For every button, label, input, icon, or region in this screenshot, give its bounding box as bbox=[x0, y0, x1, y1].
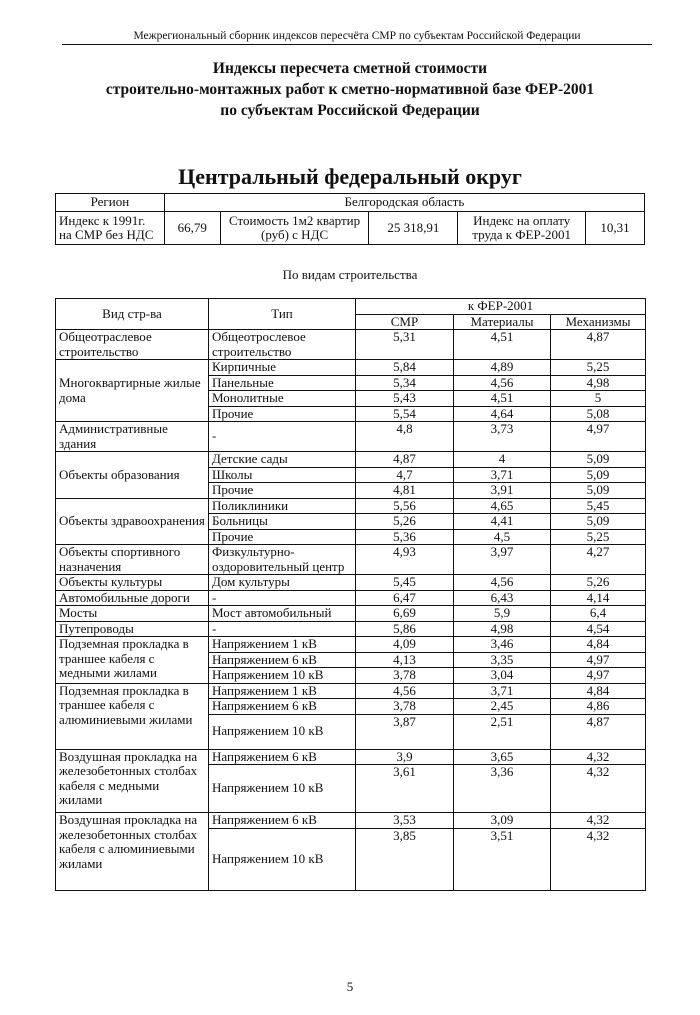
smr-cell: 4,13 bbox=[356, 652, 454, 668]
kind-cell: Воздушная прокладка на железобетонных столбах кабеля с алюминиевыми жилами bbox=[56, 813, 209, 891]
mechanisms-cell: 5,26 bbox=[551, 575, 646, 591]
materials-cell: 3,04 bbox=[454, 668, 551, 684]
type-cell: Кирпичные bbox=[209, 360, 356, 376]
indices-row bbox=[56, 212, 645, 245]
materials-cell: 4,64 bbox=[454, 406, 551, 422]
table-row bbox=[56, 813, 646, 829]
table-row bbox=[56, 498, 646, 514]
mechanisms-cell: 4,14 bbox=[551, 590, 646, 606]
smr-cell: 5,84 bbox=[356, 360, 454, 376]
mechanisms-cell: 5,09 bbox=[551, 452, 646, 468]
type-cell: Напряжением 6 кВ bbox=[209, 652, 356, 668]
kind-cell: Подземная прокладка в траншее кабеля с медными жилами bbox=[56, 637, 209, 684]
table-row bbox=[56, 575, 646, 591]
kind-cell: Подземная прокладка в траншее кабеля с алюминиевыми жилами bbox=[56, 683, 209, 749]
table-header-row bbox=[56, 299, 646, 315]
type-cell: Детские сады bbox=[209, 452, 356, 468]
mechanisms-cell: 4,84 bbox=[551, 683, 646, 699]
header-type: Тип bbox=[209, 299, 356, 330]
smr-cell: 5,45 bbox=[356, 575, 454, 591]
mechanisms-cell: 6,4 bbox=[551, 606, 646, 622]
smr-cell: 6,47 bbox=[356, 590, 454, 606]
type-cell: - bbox=[209, 621, 356, 637]
materials-cell: 5,9 bbox=[454, 606, 551, 622]
table-row bbox=[56, 545, 646, 575]
kind-cell: Общеотраслевое строительство bbox=[56, 330, 209, 360]
mechanisms-cell: 4,32 bbox=[551, 765, 646, 813]
materials-cell: 3,71 bbox=[454, 683, 551, 699]
materials-cell: 4 bbox=[454, 452, 551, 468]
smr-cell: 4,93 bbox=[356, 545, 454, 575]
document-title bbox=[50, 58, 650, 121]
region-table bbox=[55, 193, 645, 245]
materials-cell: 4,89 bbox=[454, 360, 551, 376]
mechanisms-cell: 4,27 bbox=[551, 545, 646, 575]
type-cell: Мост автомобильный bbox=[209, 606, 356, 622]
type-cell: Физкультурно-оздоровительный центр bbox=[209, 545, 356, 575]
mechanisms-cell: 4,32 bbox=[551, 828, 646, 890]
type-cell: Общеотрослевое строительство bbox=[209, 330, 356, 360]
kind-cell: Воздушная прокладка на железобетонных столбах кабеля с медными жилами bbox=[56, 749, 209, 813]
header-kind: Вид стр-ва bbox=[56, 299, 209, 330]
type-cell: Поликлиники bbox=[209, 498, 356, 514]
header-group: к ФЕР-2001 bbox=[356, 299, 646, 315]
mechanisms-cell: 5,08 bbox=[551, 406, 646, 422]
type-cell: Прочие bbox=[209, 406, 356, 422]
materials-cell: 3,36 bbox=[454, 765, 551, 813]
type-cell: Напряжением 10 кВ bbox=[209, 828, 356, 890]
mechanisms-cell: 5,25 bbox=[551, 360, 646, 376]
mechanisms-cell: 5,09 bbox=[551, 483, 646, 499]
smr-cell: 5,26 bbox=[356, 514, 454, 530]
cost-value: 25 318,91 bbox=[369, 212, 458, 245]
smr-cell: 3,9 bbox=[356, 749, 454, 765]
materials-cell: 4,65 bbox=[454, 498, 551, 514]
type-cell: Напряжением 6 кВ bbox=[209, 699, 356, 715]
mechanisms-cell: 5,45 bbox=[551, 498, 646, 514]
type-cell: Монолитные bbox=[209, 391, 356, 407]
smr-cell: 3,53 bbox=[356, 813, 454, 829]
mechanisms-cell: 5,09 bbox=[551, 467, 646, 483]
smr-cell: 4,09 bbox=[356, 637, 454, 653]
materials-cell: 6,43 bbox=[454, 590, 551, 606]
index-1991-label: Индекс к 1991г. на СМР без НДС bbox=[56, 212, 165, 245]
smr-cell: 4,87 bbox=[356, 452, 454, 468]
kind-cell: Объекты культуры bbox=[56, 575, 209, 591]
smr-cell: 5,36 bbox=[356, 529, 454, 545]
smr-cell: 3,78 bbox=[356, 699, 454, 715]
kind-cell: Объекты спортивного назначения bbox=[56, 545, 209, 575]
smr-cell: 4,7 bbox=[356, 467, 454, 483]
materials-cell: 2,51 bbox=[454, 714, 551, 749]
table-row bbox=[56, 637, 646, 653]
table-row bbox=[56, 330, 646, 360]
index-1991-value: 66,79 bbox=[164, 212, 220, 245]
materials-cell: 4,51 bbox=[454, 391, 551, 407]
type-cell: Прочие bbox=[209, 483, 356, 499]
table-row bbox=[56, 590, 646, 606]
materials-cell: 4,5 bbox=[454, 529, 551, 545]
materials-cell: 4,41 bbox=[454, 514, 551, 530]
kind-cell: Автомобильные дороги bbox=[56, 590, 209, 606]
materials-cell: 4,56 bbox=[454, 575, 551, 591]
district-heading: Центральный федеральный округ bbox=[178, 164, 522, 189]
kind-cell: Многоквартирные жилые дома bbox=[56, 360, 209, 422]
kind-cell: Объекты образования bbox=[56, 452, 209, 499]
smr-cell: 3,87 bbox=[356, 714, 454, 749]
region-row bbox=[56, 194, 645, 212]
smr-cell: 3,85 bbox=[356, 828, 454, 890]
mechanisms-cell: 5 bbox=[551, 391, 646, 407]
materials-cell: 3,51 bbox=[454, 828, 551, 890]
region-label: Регион bbox=[56, 194, 165, 212]
materials-cell: 4,98 bbox=[454, 621, 551, 637]
construction-index-table bbox=[55, 298, 646, 891]
mechanisms-cell: 4,87 bbox=[551, 714, 646, 749]
table-row bbox=[56, 749, 646, 765]
smr-cell: 4,8 bbox=[356, 422, 454, 452]
cost-label: Стоимость 1м2 квартир (руб) с НДС bbox=[220, 212, 369, 245]
mechanisms-cell: 5,09 bbox=[551, 514, 646, 530]
mechanisms-cell: 4,54 bbox=[551, 621, 646, 637]
smr-cell: 5,43 bbox=[356, 391, 454, 407]
materials-cell: 3,46 bbox=[454, 637, 551, 653]
materials-cell: 4,51 bbox=[454, 330, 551, 360]
table-row bbox=[56, 683, 646, 699]
type-cell: Панельные bbox=[209, 375, 356, 391]
type-cell: Школы bbox=[209, 467, 356, 483]
type-cell: Прочие bbox=[209, 529, 356, 545]
smr-cell: 5,56 bbox=[356, 498, 454, 514]
type-cell: Напряжением 6 кВ bbox=[209, 749, 356, 765]
smr-cell: 3,78 bbox=[356, 668, 454, 684]
materials-cell: 3,91 bbox=[454, 483, 551, 499]
smr-cell: 3,61 bbox=[356, 765, 454, 813]
section-subtitle: По видам строительства bbox=[282, 267, 418, 282]
smr-cell: 5,34 bbox=[356, 375, 454, 391]
type-cell: - bbox=[209, 422, 356, 452]
type-cell: Напряжением 1 кВ bbox=[209, 683, 356, 699]
labor-index-label: Индекс на оплату труда к ФЕР-2001 bbox=[458, 212, 586, 245]
materials-cell: 3,97 bbox=[454, 545, 551, 575]
mechanisms-cell: 4,84 bbox=[551, 637, 646, 653]
materials-cell: 4,56 bbox=[454, 375, 551, 391]
mechanisms-cell: 4,86 bbox=[551, 699, 646, 715]
type-cell: Напряжением 1 кВ bbox=[209, 637, 356, 653]
type-cell: - bbox=[209, 590, 356, 606]
mechanisms-cell: 4,32 bbox=[551, 749, 646, 765]
type-cell: Напряжением 10 кВ bbox=[209, 765, 356, 813]
mechanisms-cell: 4,97 bbox=[551, 668, 646, 684]
smr-cell: 5,86 bbox=[356, 621, 454, 637]
type-cell: Больницы bbox=[209, 514, 356, 530]
kind-cell: Путепроводы bbox=[56, 621, 209, 637]
running-header: Межрегиональный сборник индексов пересчёта СМР по субъектам Российской Федерации bbox=[62, 30, 652, 45]
mechanisms-cell: 5,25 bbox=[551, 529, 646, 545]
materials-cell: 3,71 bbox=[454, 467, 551, 483]
smr-cell: 6,69 bbox=[356, 606, 454, 622]
labor-index-value: 10,31 bbox=[586, 212, 645, 245]
title-line: по субъектам Российской Федерации bbox=[220, 102, 480, 119]
kind-cell: Объекты здравоохранения bbox=[56, 498, 209, 545]
materials-cell: 2,45 bbox=[454, 699, 551, 715]
mechanisms-cell: 4,87 bbox=[551, 330, 646, 360]
mechanisms-cell: 4,97 bbox=[551, 652, 646, 668]
type-cell: Напряжением 6 кВ bbox=[209, 813, 356, 829]
kind-cell: Мосты bbox=[56, 606, 209, 622]
materials-cell: 3,65 bbox=[454, 749, 551, 765]
kind-cell: Административные здания bbox=[56, 422, 209, 452]
table-row bbox=[56, 606, 646, 622]
mechanisms-cell: 4,97 bbox=[551, 422, 646, 452]
table-row bbox=[56, 621, 646, 637]
table-row bbox=[56, 360, 646, 376]
title-line: Индексы пересчета сметной стоимости bbox=[212, 60, 488, 77]
smr-cell: 5,31 bbox=[356, 330, 454, 360]
materials-cell: 3,73 bbox=[454, 422, 551, 452]
smr-cell: 4,81 bbox=[356, 483, 454, 499]
type-cell: Дом культуры bbox=[209, 575, 356, 591]
mechanisms-cell: 4,98 bbox=[551, 375, 646, 391]
type-cell: Напряжением 10 кВ bbox=[209, 668, 356, 684]
header-smr: СМР bbox=[356, 314, 454, 330]
mechanisms-cell: 4,32 bbox=[551, 813, 646, 829]
type-cell: Напряжением 10 кВ bbox=[209, 714, 356, 749]
materials-cell: 3,09 bbox=[454, 813, 551, 829]
smr-cell: 4,56 bbox=[356, 683, 454, 699]
page-number: 5 bbox=[346, 979, 354, 994]
header-mechanisms: Механизмы bbox=[551, 314, 646, 330]
header-materials: Материалы bbox=[454, 314, 551, 330]
title-line: строительно-монтажных работ к сметно-нормативной базе ФЕР-2001 bbox=[105, 81, 595, 98]
smr-cell: 5,54 bbox=[356, 406, 454, 422]
region-value: Белгородская область bbox=[164, 194, 644, 212]
table-row bbox=[56, 422, 646, 452]
table-row bbox=[56, 452, 646, 468]
materials-cell: 3,35 bbox=[454, 652, 551, 668]
